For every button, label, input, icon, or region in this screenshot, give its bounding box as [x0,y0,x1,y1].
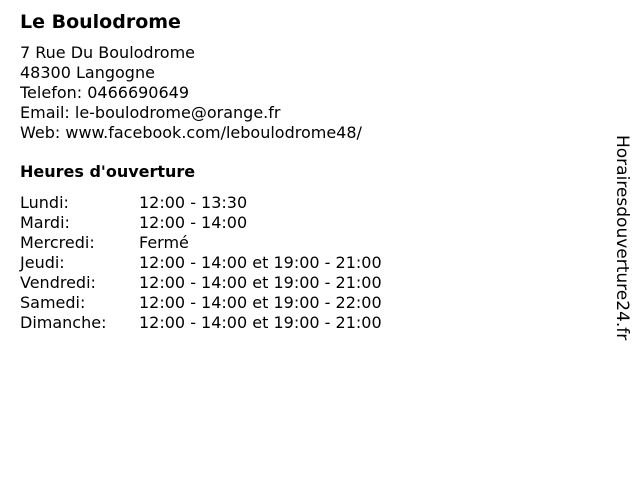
business-card [20,10,580,333]
day-hours: 12:00 - 13:30 [139,193,248,212]
hours-heading: Heures d'ouverture [20,162,196,181]
email-line: Email: le-boulodrome@orange.fr [20,103,281,122]
table-row [20,293,382,313]
day-label: Dimanche: [20,313,107,332]
day-hours: Fermé [139,233,189,252]
day-hours: 12:00 - 14:00 [139,213,248,232]
table-row [20,233,382,253]
day-label: Jeudi: [20,253,65,272]
table-row [20,273,382,293]
site-watermark: Horairesdouverture24.fr [612,135,632,341]
day-label: Vendredi: [20,273,96,292]
phone-line: Telefon: 0466690649 [20,83,190,102]
table-row [20,213,382,233]
business-name: Le Boulodrome [20,11,181,33]
contact-block [20,43,580,143]
day-label: Mardi: [20,213,70,232]
address-street: 7 Rue Du Boulodrome [20,43,196,62]
day-hours: 12:00 - 14:00 et 19:00 - 21:00 [139,253,382,272]
table-row [20,253,382,273]
day-label: Mercredi: [20,233,95,252]
address-city: 48300 Langogne [20,63,155,82]
day-hours: 12:00 - 14:00 et 19:00 - 21:00 [139,313,382,332]
hours-table [20,193,382,333]
day-label: Samedi: [20,293,86,312]
day-hours: 12:00 - 14:00 et 19:00 - 21:00 [139,273,382,292]
web-line: Web: www.facebook.com/leboulodrome48/ [20,123,362,142]
day-label: Lundi: [20,193,69,212]
day-hours: 12:00 - 14:00 et 19:00 - 22:00 [139,293,382,312]
table-row [20,313,382,333]
table-row [20,193,382,213]
